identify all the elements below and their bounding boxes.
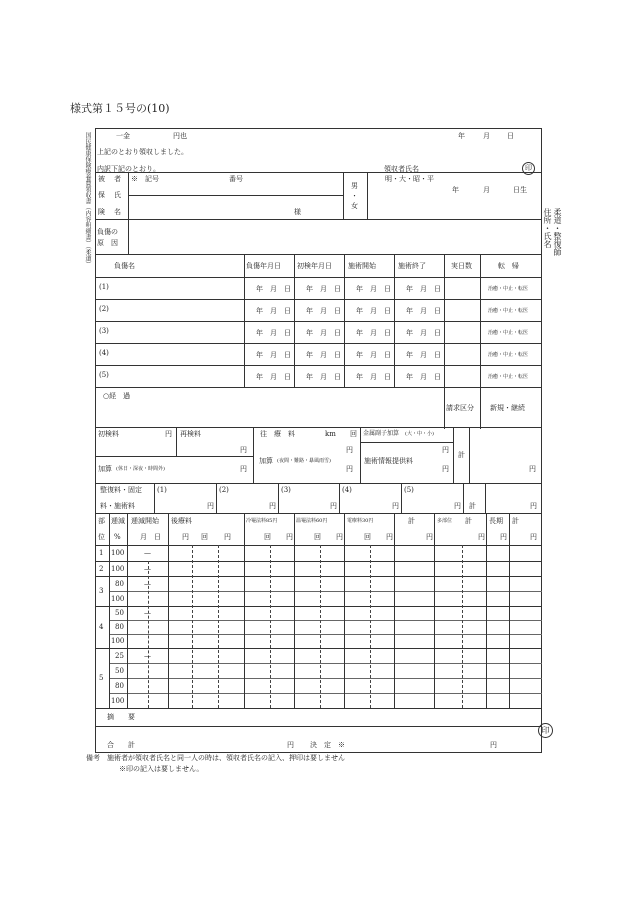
amount-yen-nari: 円也 [173, 132, 187, 140]
injury-outcome-cell: 治癒・中止・転医 [488, 308, 529, 314]
detail-onan-en: 円 [336, 533, 343, 541]
insured-shi: 氏 [114, 191, 121, 199]
detail-rate: 100 [111, 594, 125, 603]
birth-month: 月 [483, 186, 490, 194]
seifuku-yen-5: 円 [454, 502, 461, 510]
insured-sha: 者 [114, 175, 121, 183]
total-kettei-yen: 円 [490, 741, 497, 749]
cause-label-2: 原 因 [97, 239, 118, 247]
fee-kasan-shoken: 加算 [98, 465, 112, 473]
detail-dash: — [144, 564, 151, 573]
seal-mark: 印 [522, 162, 535, 175]
insured-sama: 様 [294, 208, 301, 216]
amount-kin: 一金 [116, 132, 130, 140]
date-year: 年 [458, 132, 465, 140]
detail-onan-kai: 回 [314, 533, 321, 541]
right-side-col2: 住所・氏名 [543, 208, 552, 248]
injury-ymd-cell: 年 月 日 [406, 307, 441, 315]
detail-denryo-kai: 回 [364, 533, 371, 541]
th-end: 施術終了 [398, 262, 426, 270]
seifuku-total-yen: 円 [530, 502, 537, 510]
insured-ho: 保 [98, 191, 105, 199]
detail-kei-1-en: 円 [426, 533, 433, 541]
detail-rate: 80 [115, 681, 124, 690]
detail-tabui: 多部位 [437, 518, 453, 524]
seifuku-yen-3: 円 [330, 502, 337, 510]
detail-choki-en: 円 [500, 533, 507, 541]
side-title: 国民健康保険療養費領収書（内容明細書）（柔道） [84, 132, 91, 267]
fee-kasan-shoken-yen: 円 [240, 465, 247, 473]
summary-label: 摘 要 [107, 713, 135, 721]
date-month: 月 [483, 132, 490, 140]
fee-ourai: 往 療 料 [260, 430, 295, 438]
injury-ymd-cell: 年 月 日 [356, 351, 391, 359]
injury-ymd-cell: 年 月 日 [306, 329, 341, 337]
injury-row-num: (4) [99, 349, 109, 357]
insured-bango: 番号 [229, 175, 243, 183]
birth-day: 日生 [513, 186, 527, 194]
fee-kasan-oura: 加算 [259, 457, 273, 465]
summary-seal: 印 [538, 723, 553, 738]
fee-total-yen: 円 [529, 465, 536, 473]
fee-kasan-oura-yen: 円 [346, 465, 353, 473]
fee-kinzoku: 金属副子加算 [363, 430, 400, 437]
seifuku-yen-1: 円 [207, 502, 214, 510]
detail-group-num: 3 [99, 587, 104, 595]
injury-outcome-cell: 治癒・中止・転医 [488, 286, 529, 292]
fee-ourai-kai: 回 [350, 430, 357, 438]
sex-male: 男 [351, 182, 358, 190]
fee-saiken-yen: 円 [240, 446, 247, 454]
detail-group-num: 2 [99, 564, 104, 573]
injury-ymd-cell: 年 月 日 [256, 307, 291, 315]
th-start: 施術開始 [348, 262, 376, 270]
detail-group-num: 4 [99, 623, 104, 631]
injury-ymd-cell: 年 月 日 [356, 285, 391, 293]
detail-onan: 温罨法料60円 [296, 518, 328, 524]
detail-kei-1: 計 [408, 517, 415, 525]
injury-ymd-cell: 年 月 日 [306, 351, 341, 359]
injury-ymd-cell: 年 月 日 [306, 285, 341, 293]
seifuku-num-1: (1) [157, 486, 167, 494]
detail-teigen-start: 逓減開始 [131, 517, 159, 525]
right-side-col1: 柔道・整復師 [553, 208, 562, 256]
injury-ymd-cell: 年 月 日 [406, 285, 441, 293]
fee-kinzoku-note: (大・中・小) [405, 431, 434, 437]
notes-biko: 備考 [86, 754, 100, 762]
th-first-exam: 初検年月日 [297, 262, 332, 270]
seifuku-label-2: 料・施術料 [100, 502, 135, 510]
detail-percent: % [114, 533, 121, 541]
claim-kind-label: 請求区分 [446, 404, 474, 412]
fee-kei: 計 [458, 451, 465, 459]
injury-ymd-cell: 年 月 日 [406, 351, 441, 359]
insured-mei: 名 [114, 208, 121, 216]
injury-ymd-cell: 年 月 日 [306, 373, 341, 381]
fee-ourai-yen: 円 [346, 446, 353, 454]
detail-kei-3: 計 [512, 517, 519, 525]
total-label: 合 計 [107, 741, 135, 749]
injury-ymd-cell: 年 月 日 [256, 373, 291, 381]
birth-year: 年 [452, 186, 459, 194]
detail-rate: 50 [115, 609, 124, 617]
injury-ymd-cell: 年 月 日 [356, 329, 391, 337]
th-injury-name: 負傷名 [114, 262, 135, 270]
detail-kei-2: 計 [465, 517, 472, 525]
injury-outcome-cell: 治癒・中止・転医 [488, 374, 529, 380]
detail-rate: 100 [111, 637, 125, 645]
injury-ymd-cell: 年 月 日 [356, 373, 391, 381]
breakdown-text: 内訳下記のとおり。 [97, 165, 160, 173]
notes-line-2: ※印の記入は要しません。 [119, 765, 204, 773]
injury-ymd-cell: 年 月 日 [406, 329, 441, 337]
birth-eras: 明・大・昭・平 [385, 175, 434, 183]
fee-joho: 施術情報提供料 [364, 457, 413, 465]
injury-ymd-cell: 年 月 日 [256, 285, 291, 293]
detail-dash: — [144, 651, 151, 660]
detail-bui-2: 位 [98, 533, 105, 541]
notes-line-1: 施術者が領収者氏名と同一人の時は、領収者氏名の記入、押印は要しません [107, 754, 345, 762]
injury-outcome-cell: 治癒・中止・転医 [488, 352, 529, 358]
injury-outcome-cell: 治癒・中止・転医 [488, 330, 529, 336]
detail-rate: 25 [115, 651, 124, 660]
detail-rate: 50 [115, 666, 124, 675]
detail-tsuki-hi: 月 日 [140, 533, 161, 541]
th-outcome: 転 帰 [498, 262, 519, 270]
detail-koryo-kai: 回 [201, 533, 208, 541]
sex-female: 女 [351, 202, 358, 210]
detail-group-num: 1 [99, 549, 104, 557]
injury-ymd-cell: 年 月 日 [256, 351, 291, 359]
fee-kasan-shoken-note: (休日・深夜・時間外) [116, 466, 165, 472]
date-day: 日 [507, 132, 514, 140]
insured-ken: 険 [98, 208, 105, 216]
detail-dash: — [144, 579, 151, 588]
detail-denryo-en: 円 [386, 533, 393, 541]
sex-dot: ・ [351, 192, 358, 200]
detail-bui-1: 部 [98, 517, 105, 525]
insured-kigo: ※ 記号 [131, 175, 159, 183]
detail-teigen: 逓減 [111, 517, 125, 525]
seifuku-label-1: 整復料・固定 [100, 486, 142, 494]
detail-kei-2-en: 円 [478, 533, 485, 541]
detail-rate: 100 [111, 549, 125, 557]
fee-shoken: 初検料 [98, 430, 119, 438]
claim-kind-value: 新規・継続 [490, 404, 525, 412]
injury-row-num: (2) [99, 305, 109, 313]
seifuku-num-2: (2) [219, 486, 229, 494]
injury-ymd-cell: 年 月 日 [356, 307, 391, 315]
fee-joho-yen: 円 [442, 465, 449, 473]
detail-rate: 100 [111, 564, 125, 573]
detail-denryo: 電療料30円 [347, 518, 374, 524]
seifuku-num-3: (3) [281, 486, 291, 494]
detail-koryo-en1: 円 [182, 533, 189, 541]
detail-dash: — [144, 609, 151, 617]
detail-reian-en: 円 [286, 533, 293, 541]
detail-choki: 長期 [489, 517, 503, 525]
seifuku-yen-2: 円 [269, 502, 276, 510]
seifuku-yen-4: 円 [392, 502, 399, 510]
detail-group-num: 5 [99, 674, 104, 682]
injury-ymd-cell: 年 月 日 [256, 329, 291, 337]
total-yen: 円 [287, 741, 294, 749]
total-kettei: 決 定 ※ [310, 741, 345, 749]
received-text: 上記のとおり領収しました。 [97, 148, 188, 156]
detail-rate: 80 [115, 623, 124, 631]
progress-label: ○経 過 [103, 392, 131, 400]
seifuku-kei: 計 [469, 502, 476, 510]
seifuku-num-5: (5) [404, 486, 414, 494]
detail-reian: 冷罨法料85円 [246, 518, 278, 524]
injury-row-num: (5) [99, 371, 109, 379]
insured-hi: 被 [98, 175, 105, 183]
detail-rate: 100 [111, 696, 125, 705]
cause-label-1: 負傷の [97, 228, 118, 236]
fee-saiken: 再検料 [180, 430, 201, 438]
receiver-name-label: 領収者氏名 [384, 165, 419, 173]
detail-koryo: 後療料 [171, 517, 192, 525]
injury-row-num: (3) [99, 327, 109, 335]
fee-kasan-oura-note: (夜間・難路・暴風雨雪) [277, 458, 331, 464]
injury-row-num: (1) [99, 283, 109, 291]
injury-ymd-cell: 年 月 日 [406, 373, 441, 381]
form-title: 様式第１５号の(10) [70, 102, 170, 115]
seifuku-num-4: (4) [342, 486, 352, 494]
detail-kei-3-en: 円 [530, 533, 537, 541]
injury-ymd-cell: 年 月 日 [306, 307, 341, 315]
fee-ourai-km: km [325, 430, 336, 438]
detail-koryo-en2: 円 [224, 533, 231, 541]
detail-reian-kai: 回 [264, 533, 271, 541]
detail-rate: 80 [115, 579, 124, 588]
fee-kinzoku-yen: 円 [442, 446, 449, 454]
fee-shoken-yen: 円 [165, 430, 172, 438]
th-injury-date: 負傷年月日 [246, 262, 281, 270]
th-days: 実日数 [451, 262, 472, 270]
detail-dash: — [144, 549, 151, 557]
